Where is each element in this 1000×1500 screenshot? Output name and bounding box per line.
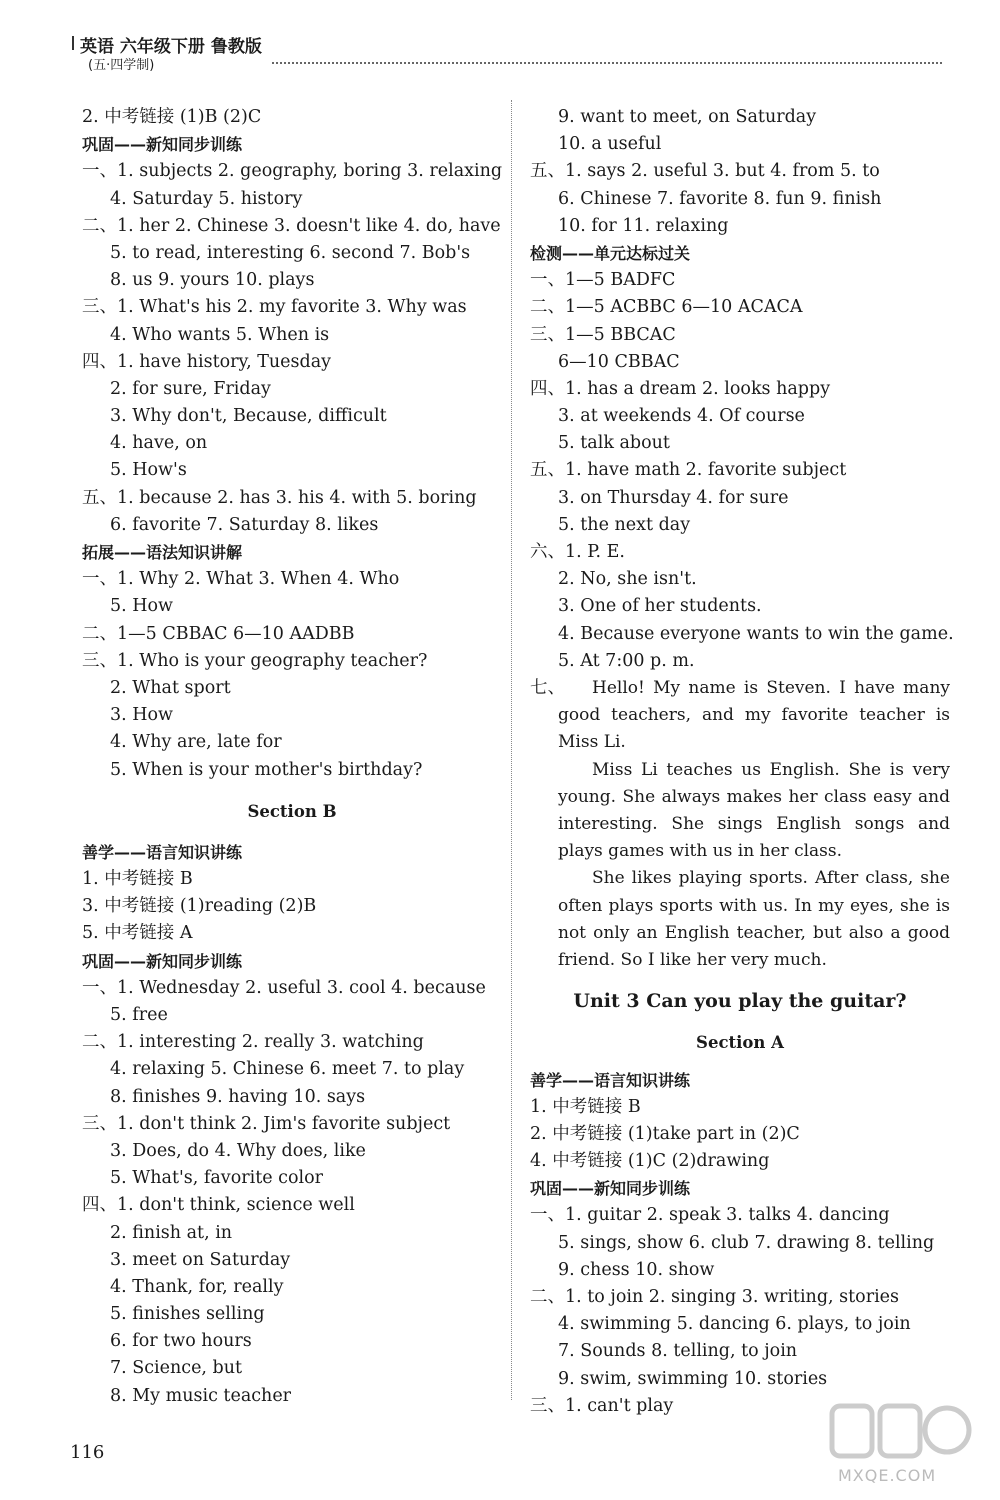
header-bar bbox=[72, 36, 74, 50]
answer-line: 5. finishes selling bbox=[110, 1304, 265, 1325]
answer-line: 5. When is your mother's birthday? bbox=[110, 759, 423, 780]
answer-line: 一、1. Why 2. What 3. When 4. Who bbox=[82, 569, 400, 590]
answer-line: 三、1—5 BBCAC bbox=[530, 324, 676, 345]
answer-line: 4. 中考链接 (1)C (2)drawing bbox=[530, 1151, 770, 1172]
answer-line: 4. Thank, for, really bbox=[110, 1276, 284, 1297]
essay-paragraph: Hello! My name is Steven. I have many good teachers, and my favorite teacher is Miss Li. bbox=[558, 677, 950, 753]
answer-line: 二、1—5 ACBBC 6—10 ACACA bbox=[530, 297, 803, 318]
spacer bbox=[530, 1057, 950, 1067]
page-header bbox=[62, 30, 942, 72]
answer-line: 4. Saturday 5. history bbox=[110, 188, 303, 209]
answer-line: 一、1. guitar 2. speak 3. talks 4. dancing bbox=[530, 1205, 890, 1226]
answer-line: 9. want to meet, on Saturday bbox=[558, 107, 817, 127]
section-heading: 善学——语言知识讲练 bbox=[82, 842, 243, 862]
right-column bbox=[530, 104, 954, 1420]
answer-line: 3. 中考链接 (1)reading (2)B bbox=[82, 896, 317, 917]
answer-line: 四、1. don't think, science well bbox=[82, 1195, 355, 1216]
answer-line: 五、1. says 2. useful 3. but 4. from 5. to bbox=[530, 161, 880, 182]
answer-line: 3. at weekends 4. Of course bbox=[558, 406, 805, 427]
answer-line: 二、1. to join 2. singing 3. writing, stories bbox=[530, 1287, 900, 1308]
answer-line: 一、1. subjects 2. geography, boring 3. relaxing bbox=[82, 161, 503, 182]
section-heading: 巩固——新知同步训练 bbox=[530, 1179, 691, 1199]
column-divider bbox=[511, 100, 512, 1400]
question-label: 七、 bbox=[530, 677, 565, 698]
answer-line: 4. relaxing 5. Chinese 6. meet 7. to play bbox=[110, 1059, 465, 1080]
answer-line: 6. for two hours bbox=[110, 1331, 252, 1352]
answer-line: 6. Chinese 7. favorite 8. fun 9. finish bbox=[558, 188, 882, 209]
answer-line: 5. 中考链接 A bbox=[82, 923, 193, 944]
spacer bbox=[530, 1015, 950, 1029]
answer-line: 6. favorite 7. Saturday 8. likes bbox=[110, 514, 379, 535]
answer-line: 3. How bbox=[110, 705, 174, 726]
answer-line: 4. swimming 5. dancing 6. plays, to join bbox=[558, 1314, 911, 1335]
answer-line: 1. 中考链接 B bbox=[530, 1096, 641, 1117]
answer-line: 4. Who wants 5. When is bbox=[110, 324, 330, 345]
left-column bbox=[82, 104, 502, 1410]
answer-line: 3. Why don't, Because, difficult bbox=[110, 406, 387, 427]
answer-line: 2. No, she isn't. bbox=[558, 569, 697, 590]
answer-line: 5. sings, show 6. club 7. drawing 8. telling bbox=[558, 1232, 935, 1253]
header-rule bbox=[272, 62, 942, 64]
spacer bbox=[82, 784, 502, 798]
section-heading: 巩固——新知同步训练 bbox=[82, 951, 243, 971]
page-number: 116 bbox=[70, 1442, 105, 1463]
answer-line: 一、1. Wednesday 2. useful 3. cool 4. because bbox=[82, 977, 486, 998]
answer-line: 三、1. What's his 2. my favorite 3. Why was bbox=[82, 297, 467, 318]
essay-paragraph: Miss Li teaches us English. She is very young. She always makes her class easy and interesting. She sings English songs and plays games with us in her class. bbox=[558, 759, 950, 862]
answer-line: 5. talk about bbox=[558, 433, 670, 454]
answer-line: 4. Why are, late for bbox=[110, 732, 282, 753]
answer-line: 7. Science, but bbox=[110, 1358, 243, 1379]
answer-line: 2. What sport bbox=[110, 677, 231, 698]
answer-line: 9. swim, swimming 10. stories bbox=[558, 1368, 828, 1389]
answer-line: 三、1. can't play bbox=[530, 1395, 674, 1416]
spacer bbox=[530, 974, 950, 988]
spacer bbox=[82, 825, 502, 839]
answer-line: 2. 中考链接 (1)take part in (2)C bbox=[530, 1123, 800, 1144]
answer-line: 四、1. has a dream 2. looks happy bbox=[530, 378, 831, 399]
section-heading: 善学——语言知识讲练 bbox=[530, 1070, 691, 1090]
answer-line: 五、1. have math 2. favorite subject bbox=[530, 460, 847, 481]
answer-line: 5. the next day bbox=[558, 514, 691, 535]
answer-line: 二、1. her 2. Chinese 3. doesn't like 4. do, have bbox=[82, 215, 501, 236]
answer-line: 4. have, on bbox=[110, 433, 208, 454]
answer-line: 5. How bbox=[110, 596, 174, 617]
essay-answer bbox=[530, 675, 950, 974]
answer-line: 1. 中考链接 B bbox=[82, 869, 193, 890]
answer-line: 三、1. don't think 2. Jim's favorite subject bbox=[82, 1113, 451, 1134]
section-title: Section B bbox=[247, 801, 337, 821]
answer-line: 二、1. interesting 2. really 3. watching bbox=[82, 1032, 424, 1053]
answer-line: 2. for sure, Friday bbox=[110, 378, 271, 399]
answer-line: 8. finishes 9. having 10. says bbox=[110, 1086, 366, 1107]
answer-line: 五、1. because 2. has 3. his 4. with 5. boring bbox=[82, 487, 477, 508]
answer-line: 四、1. have history, Tuesday bbox=[82, 351, 332, 372]
answer-line: 8. us 9. yours 10. plays bbox=[110, 270, 315, 291]
section-heading: 检测——单元达标过关 bbox=[530, 243, 691, 263]
answer-line: 10. for 11. relaxing bbox=[558, 215, 729, 236]
section-title: Section A bbox=[696, 1033, 784, 1053]
answer-line: 3. on Thursday 4. for sure bbox=[558, 487, 789, 508]
answer-line: 5. What's, favorite color bbox=[110, 1168, 323, 1189]
answer-line: 3. One of her students. bbox=[558, 596, 762, 617]
answer-line: 5. to read, interesting 6. second 7. Bob's bbox=[110, 242, 471, 263]
header-title: 英语 六年级下册 鲁教版 bbox=[80, 37, 262, 57]
answer-line: 8. My music teacher bbox=[110, 1385, 292, 1406]
answer-line: 一、1—5 BADFC bbox=[530, 270, 676, 291]
section-heading: 巩固——新知同步训练 bbox=[82, 135, 243, 155]
answer-line: 4. Because everyone wants to win the game. bbox=[558, 623, 954, 644]
answer-line: 六、1. P. E. bbox=[530, 542, 625, 562]
answer-line: 5. free bbox=[110, 1005, 168, 1025]
essay-paragraph: She likes playing sports. After class, she often plays sports with us. In my eyes, she is not only an English teacher, but also a good friend. So I like her very much. bbox=[558, 868, 950, 970]
answer-line: 二、1—5 CBBAC 6—10 AADBB bbox=[82, 623, 355, 644]
answer-line: 5. At 7:00 p. m. bbox=[558, 650, 695, 671]
answer-line: 2. 中考链接 (1)B (2)C bbox=[82, 107, 262, 127]
answer-line: 2. finish at, in bbox=[110, 1222, 233, 1243]
answer-line: 5. How's bbox=[110, 460, 187, 481]
answer-line: 7. Sounds 8. telling, to join bbox=[558, 1341, 798, 1362]
answer-line: 3. meet on Saturday bbox=[110, 1249, 291, 1270]
section-heading: 拓展——语法知识讲解 bbox=[82, 543, 243, 562]
answer-line: 10. a useful bbox=[558, 134, 662, 155]
answer-line: 9. chess 10. show bbox=[558, 1259, 715, 1280]
answer-line: 6—10 CBBAC bbox=[558, 351, 680, 372]
answer-line: 3. Does, do 4. Why does, like bbox=[110, 1140, 366, 1161]
watermark-text: MXQE.COM bbox=[838, 1466, 937, 1485]
unit-title: Unit 3 Can you play the guitar? bbox=[573, 990, 907, 1013]
header-subtitle: (五·四学制) bbox=[88, 58, 155, 73]
answer-line: 三、1. Who is your geography teacher? bbox=[82, 650, 428, 671]
